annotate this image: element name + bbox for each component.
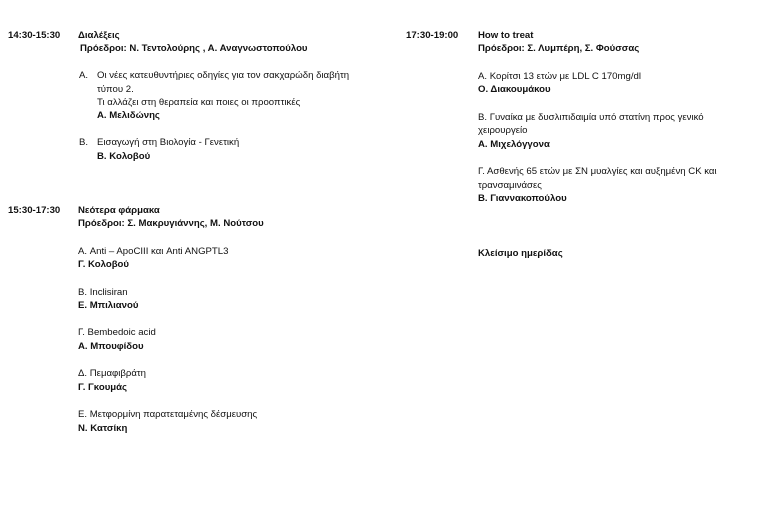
item-speaker: Β. Γιαννακοπούλου bbox=[478, 193, 567, 204]
item-text-line: τύπου 2. bbox=[97, 84, 134, 95]
session-chairs: Πρόεδροι: Σ. Λυμπέρη, Σ. Φούσσας bbox=[478, 43, 640, 54]
session-chairs: Πρόεδροι: Σ. Μακρυγιάννης, Μ. Νούτσου bbox=[78, 218, 264, 229]
item-speaker: Α. Μελιδώνης bbox=[97, 110, 160, 121]
session-title: Νεότερα φάρμακα bbox=[78, 205, 160, 216]
item-speaker: Ο. Διακουμάκου bbox=[478, 84, 551, 95]
item-text-line: Τι αλλάζει στη θεραπεία και ποιες οι προοπτικές bbox=[97, 97, 301, 108]
session-title: How to treat bbox=[478, 30, 534, 41]
item-text-line: τρανσαμινάσες bbox=[478, 180, 542, 191]
item-text: Γ. Bembedoic acid bbox=[78, 327, 156, 338]
item-letter: Α. bbox=[79, 70, 89, 81]
item-speaker: Α. Μπουφίδου bbox=[78, 341, 144, 352]
session-time: 15:30-17:30 bbox=[8, 205, 61, 216]
item-text: Β. Inclisiran bbox=[78, 287, 128, 298]
item-text-line: Εισαγωγή στη Βιολογία - Γενετική bbox=[97, 137, 240, 148]
item-text: Ε. Μετφορμίνη παρατεταμένης δέσμευσης bbox=[78, 409, 258, 420]
session-title: Διαλέξεις bbox=[78, 30, 120, 41]
session-chairs: Πρόεδροι: Ν. Τεντολούρης , Α. Αναγνωστοπούλου bbox=[80, 43, 308, 54]
item-text: Δ. Πεμαφιβράτη bbox=[78, 368, 147, 379]
item-text: Α. Κορίτσι 13 ετών με LDL C 170mg/dl bbox=[478, 71, 641, 82]
item-speaker: Ε. Μπιλιανού bbox=[78, 300, 139, 311]
item-speaker: Γ. Κολοβού bbox=[78, 259, 129, 270]
item-text-line: Γ. Ασθενής 65 ετών με ΣΝ μυαλγίες και αυξημένη CK και bbox=[478, 166, 717, 177]
session-time: 14:30-15:30 bbox=[8, 30, 61, 41]
item-speaker: Ν. Κατσίκη bbox=[78, 423, 128, 434]
item-text-line: Οι νέες κατευθυντήριες οδηγίες για τον σακχαρώδη διαβήτη bbox=[97, 70, 350, 81]
session-time: 17:30-19:00 bbox=[406, 30, 459, 41]
item-speaker: Α. Μιχελόγγονα bbox=[478, 139, 550, 150]
item-speaker: Γ. Γκουμάς bbox=[78, 382, 128, 393]
item-text-line: Β. Γυναίκα με δυσλιπιδαιμία υπό στατίνη προς γενικό bbox=[478, 112, 704, 123]
item-speaker: Β. Κολοβού bbox=[97, 151, 151, 162]
item-letter: Β. bbox=[79, 137, 89, 148]
closing-note: Κλείσιμο ημερίδας bbox=[478, 248, 563, 259]
item-text: Α. Anti – ApoCIII και Anti ANGPTL3 bbox=[78, 246, 229, 257]
item-text-line: χειρουργείο bbox=[478, 125, 528, 136]
